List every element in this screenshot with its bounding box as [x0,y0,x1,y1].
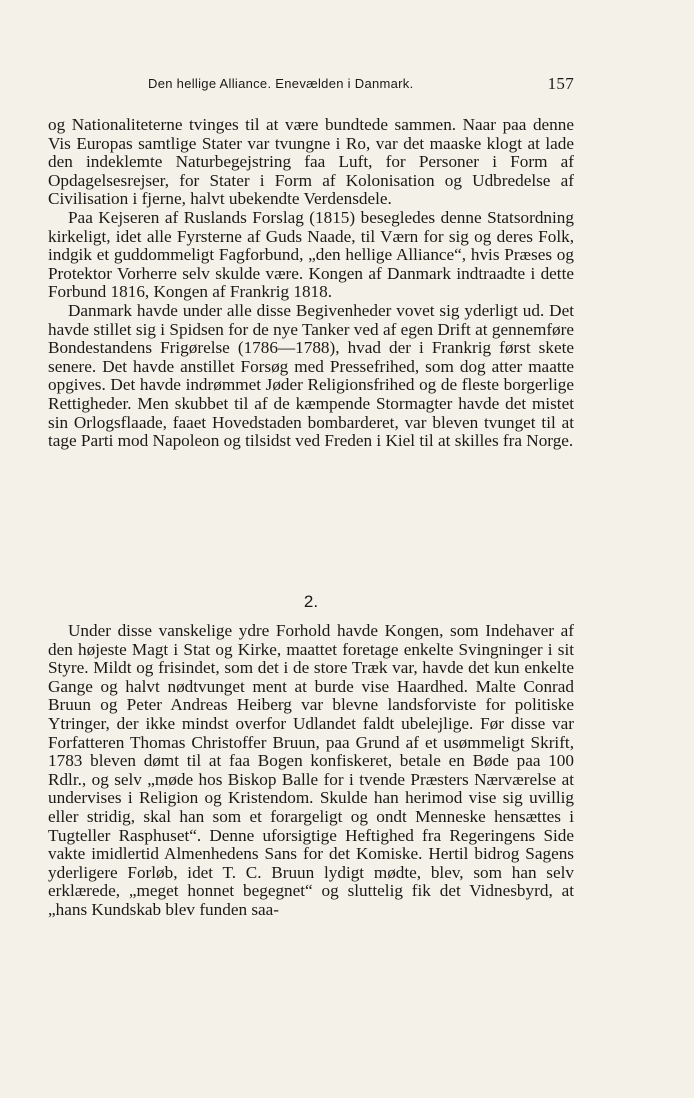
paragraph: Under disse vanskelige ydre Forhold havde Kongen, som Indehaver af den højeste Magt i Stat og Kirke, maattet foretage enkelte Svingninger i sit Styre. Mildt og frisindet, som det i de store Træk var, havde det kun enkelte Gange og halvt nødtvunget ment at burde vise Haardhed. Malte Conrad Bruun og Peter Andreas Heiberg var blevne landsforviste for politiske Ytringer, der ikke mindst overfor Udlandet faldt ubelejlige. Før disse var Forfatteren Thomas Christoffer Bruun, paa Grund af et usømmeligt Skrift, 1783 bleven dømt til at faa Bogen konfiskeret, betale en Bøde paa 100 Rdlr., og selv „møde hos Biskop Balle for i tvende Præsters Nærværelse at undervises i Religion og Kristendom. Skulde han herimod vise sig uvillig eller stridig, skal han som et forargeligt og ondt Menneske hensættes i Tugteller Rasphuset“. Denne uforsigtige Heftighed fra Regeringens Side vakte imidlertid Almenhedens Sans for det Komiske. Hertil bidrog Sagens yderligere Forløb, idet T. C. Bruun lydigt mødte, blev, som han selv erklærede, „meget honnet begegnet“ og sluttelig fik det Vidnesbyrd, at „hans Kundskab blev funden saa- [48,621,574,919]
paragraph: Danmark havde under alle disse Begivenheder vovet sig yderligt ud. Det havde stillet sig i Spidsen for de nye Tanker ved af egen Drift at gennemføre Bondestandens Frigørelse (1786—1788), hvad der i Frankrig først skete senere. Det havde anstillet Forsøg med Pressefrihed, som dog atter maatte opgives. Det havde indrømmet Jøder Religionsfrihed og de fleste borgerlige Rettigheder. Men skubbet til af de kæmpende Stormagter havde det mistet sin Orlogsflaade, faaet Hovedstaden bombarderet, var bleven tvunget til at tage Parti mod Napoleon og tilsidst ved Freden i Kiel til at skilles fra Norge. [48,300,574,451]
paragraph: Paa Kejseren af Ruslands Forslag (1815) besegledes denne Statsordning kirkeligt, idet alle Fyrsterne af Guds Naade, til Værn for sig og deres Folk, indgik et guddommeligt Fagforbund, „den hellige Alliance“, hvis Præses og Protektor Vorherre selv skulde være. Kongen af Danmark indtraadte i dette Forbund 1816, Kongen af Frankrig 1818. [48,207,574,302]
section-1-text [48,116,574,451]
paragraph: og Nationaliteterne tvinges til at være bundtede sammen. Naar paa denne Vis Europas samtlige Stater var tvungne i Ro, var det maaske klogt at lade den indeklemte Naturbegejstring faa Luft, for Personer i Form af Opdagelsesrejser, for Stater i Form af Kolonisation og Udbredelse af Civilisation i fjerne, halvt ubekendte Verdensdele. [48,115,574,209]
running-title: Den hellige Alliance. Enevælden i Danmark. [148,76,414,91]
section-2-text [48,622,574,920]
page-number: 157 [547,74,574,93]
running-head [48,74,574,96]
section-number: 2. [303,592,319,611]
